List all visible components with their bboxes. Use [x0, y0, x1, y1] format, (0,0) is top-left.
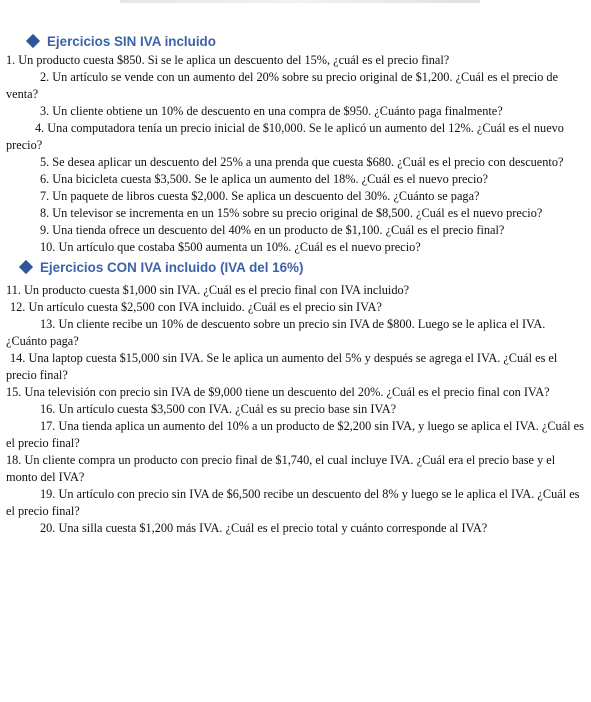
exercise-item: 2. Un artículo se vende con un aumento del 20% sobre su precio original de $1,200. ¿Cuál es el precio de venta? [6, 70, 559, 101]
exercise-item: 13. Un cliente recibe un 10% de descuento sobre un precio sin IVA de $800. Luego se le aplica el IVA. ¿Cuánto paga? [6, 317, 546, 348]
diamond-bullet-icon [26, 34, 40, 48]
diamond-bullet-icon [19, 260, 33, 274]
exercise-item: 8. Un televisor se incrementa en un 15% sobre su precio original de $8,500. ¿Cuál es el nuevo precio? [40, 206, 543, 220]
exercise-item: 19. Un artículo con precio sin IVA de $6,500 recibe un descuento del 8% y luego se le aplica el IVA. ¿Cuál es el precio final? [6, 487, 580, 518]
exercise-item: 15. Una televisión con precio sin IVA de $9,000 tiene un descuento del 20%. ¿Cuál es el precio final con IVA? [6, 385, 550, 399]
exercise-item: 20. Una silla cuesta $1,200 más IVA. ¿Cuál es el precio total y cuánto corresponde al IVA? [40, 521, 488, 535]
section-title: Ejercicios CON IVA incluido (IVA del 16%) [40, 259, 304, 275]
exercise-item: 18. Un cliente compra un producto con precio final de $1,740, el cual incluye IVA. ¿Cuál era el precio base y el monto del IVA? [6, 453, 556, 484]
exercise-item: 6. Una bicicleta cuesta $3,500. Se le aplica un aumento del 18%. ¿Cuál es el nuevo precio? [40, 172, 488, 186]
exercise-item: 10. Un artículo que costaba $500 aumenta un 10%. ¿Cuál es el nuevo precio? [40, 240, 421, 254]
exercise-list-sin-iva [6, 52, 584, 256]
exercise-item: 7. Un paquete de libros cuesta $2,000. Se aplica un descuento del 30%. ¿Cuánto se paga? [40, 189, 480, 203]
exercise-item: 14. Una laptop cuesta $15,000 sin IVA. Se le aplica un aumento del 5% y después se agrega el IVA. ¿Cuál es el precio final? [6, 351, 558, 382]
exercise-item: 1. Un producto cuesta $850. Si se le aplica un descuento del 15%, ¿cuál es el precio final? [6, 53, 450, 67]
exercise-sheet [6, 30, 584, 537]
exercise-list-con-iva [6, 282, 584, 537]
section-title: Ejercicios SIN IVA incluido [47, 33, 216, 49]
exercise-item: 12. Un artículo cuesta $2,500 con IVA incluido. ¿Cuál es el precio sin IVA? [10, 300, 382, 314]
exercise-item: 4. Una computadora tenía un precio inicial de $10,000. Se le aplicó un aumento del 12%. ¿Cuál es el nuevo precio? [6, 121, 564, 152]
section-heading-con-iva [6, 256, 584, 278]
exercise-item: 11. Un producto cuesta $1,000 sin IVA. ¿Cuál es el precio final con IVA incluido? [6, 283, 410, 297]
top-divider-line [120, 0, 480, 3]
exercise-item: 3. Un cliente obtiene un 10% de descuento en una compra de $950. ¿Cuánto paga finalmente? [40, 104, 503, 118]
exercise-item: 16. Un artículo cuesta $3,500 con IVA. ¿Cuál es su precio base sin IVA? [40, 402, 397, 416]
exercise-item: 17. Una tienda aplica un aumento del 10% a un producto de $2,200 sin IVA, y luego se aplica el IVA. ¿Cuál es el precio final? [6, 419, 584, 450]
section-heading-sin-iva [6, 30, 584, 52]
exercise-item: 9. Una tienda ofrece un descuento del 40% en un producto de $1,100. ¿Cuál es el precio final? [40, 223, 505, 237]
exercise-item: 5. Se desea aplicar un descuento del 25% a una prenda que cuesta $680. ¿Cuál es el precio con descuento? [40, 155, 564, 169]
